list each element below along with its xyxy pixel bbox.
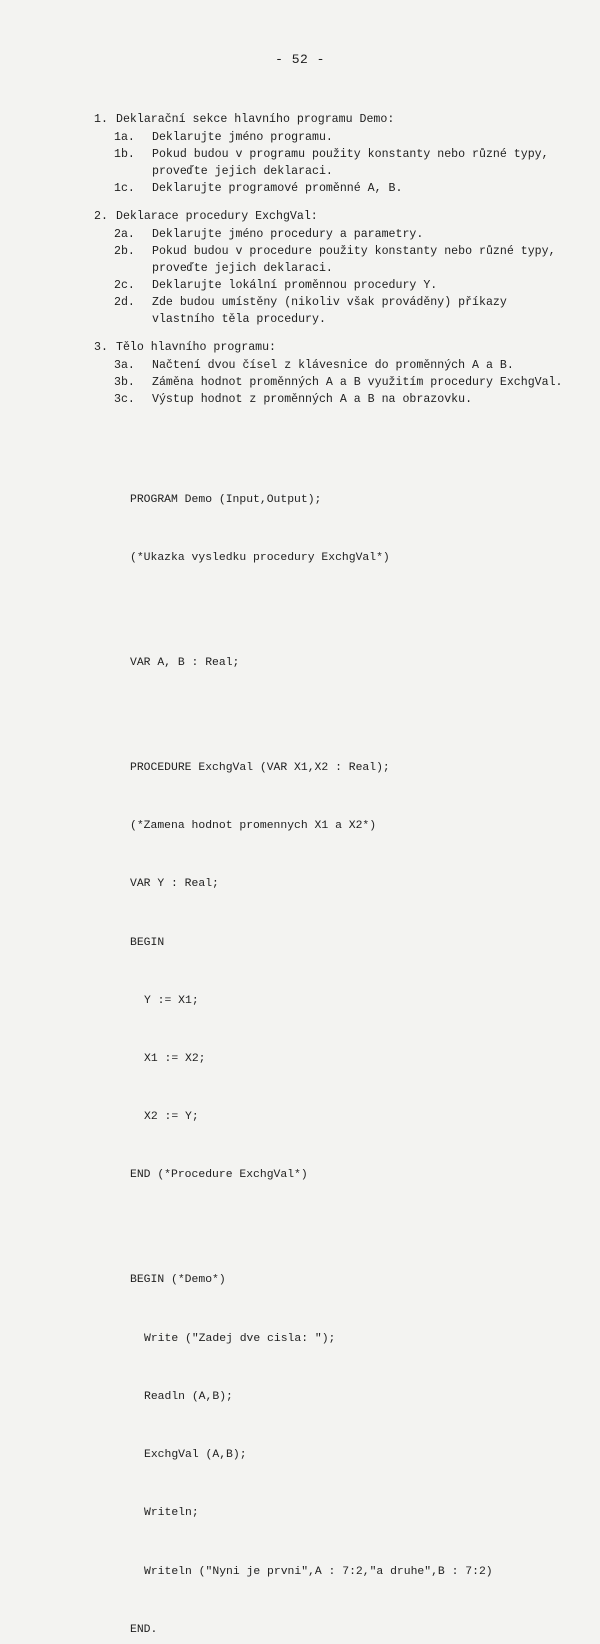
code-line: PROGRAM Demo (Input,Output); xyxy=(130,493,322,506)
item-number: 2c. xyxy=(114,279,135,292)
item-text: Deklarujte jméno procedury a parametry. xyxy=(152,228,424,241)
item-text: Deklarujte programové proměnné A, B. xyxy=(152,182,403,195)
code-line: BEGIN (*Demo*) xyxy=(130,1274,226,1287)
code-line: PROCEDURE ExchgVal (VAR X1,X2 : Real); xyxy=(130,762,390,775)
section-number: 1. xyxy=(94,113,108,126)
code-line: (*Zamena hodnot promennych X1 a X2*) xyxy=(130,820,377,833)
item-number: 1c. xyxy=(114,182,135,195)
item-number: 2d. xyxy=(114,296,135,309)
code-line: BEGIN xyxy=(130,936,165,949)
item-text: Deklarujte jméno programu. xyxy=(152,131,333,144)
section-2 xyxy=(94,208,564,328)
item-text: Výstup hodnot z proměnných A a B na obrazovku. xyxy=(152,393,473,406)
item-number: 2a. xyxy=(114,228,135,241)
blank-line xyxy=(130,712,493,720)
section-title: Deklarace procedury ExchgVal: xyxy=(116,210,318,223)
item-number: 3b. xyxy=(114,376,135,389)
section-heading xyxy=(94,111,564,129)
code-line: END (*Procedure ExchgVal*) xyxy=(130,1169,308,1182)
list-item xyxy=(94,146,564,180)
code-line: Writeln ("Nyni je prvni",A : 7:2,"a druhe",B : 7:2) xyxy=(144,1565,493,1578)
list-item xyxy=(94,129,564,146)
list-item xyxy=(94,294,564,328)
item-text: Pokud budou v programu použity konstanty nebo různé typy, proveďte jejich deklaraci. xyxy=(152,148,549,178)
code-line: VAR Y : Real; xyxy=(130,878,219,891)
list-item xyxy=(94,374,564,391)
list-item xyxy=(94,277,564,294)
section-heading xyxy=(94,339,564,357)
code-line: END. xyxy=(130,1623,158,1636)
list-item xyxy=(94,180,564,197)
item-text: Zde budou umístěny (nikoliv však prováděny) příkazy vlastního těla procedury. xyxy=(152,296,507,326)
list-item xyxy=(94,226,564,243)
item-number: 3c. xyxy=(114,393,135,406)
item-number: 1b. xyxy=(114,148,135,161)
section-heading xyxy=(94,208,564,226)
section-title: Deklarační sekce hlavního programu Demo: xyxy=(116,113,395,126)
code-line: Write ("Zadej dve cisla: "); xyxy=(144,1332,336,1345)
item-number: 2b. xyxy=(114,245,135,258)
code-line: ExchgVal (A,B); xyxy=(144,1449,247,1462)
blank-line xyxy=(130,1225,493,1233)
list-item xyxy=(94,243,564,277)
item-text: Deklarujte lokální proměnnou procedury Y. xyxy=(152,279,438,292)
section-number: 3. xyxy=(94,341,108,354)
blank-line xyxy=(130,607,493,615)
list-item xyxy=(94,391,564,408)
list-item xyxy=(94,357,564,374)
task-outline xyxy=(94,111,564,419)
section-title: Tělo hlavního programu: xyxy=(116,341,277,354)
pascal-code-listing xyxy=(130,452,493,1644)
item-number: 3a. xyxy=(114,359,135,372)
code-line: X1 := X2; xyxy=(144,1053,206,1066)
code-line: (*Ukazka vysledku procedury ExchgVal*) xyxy=(130,552,390,565)
section-number: 2. xyxy=(94,210,108,223)
code-line: X2 := Y; xyxy=(144,1111,199,1124)
item-text: Načtení dvou čísel z klávesnice do proměnných A a B. xyxy=(152,359,514,372)
code-line: Readln (A,B); xyxy=(144,1390,233,1403)
section-1 xyxy=(94,111,564,197)
code-line: Writeln; xyxy=(144,1507,199,1520)
item-text: Záměna hodnot proměnných A a B využitím procedury ExchgVal. xyxy=(152,376,563,389)
item-text: Pokud budou v procedure použity konstanty nebo různé typy, proveďte jejich deklaraci. xyxy=(152,245,556,275)
item-number: 1a. xyxy=(114,131,135,144)
page-number: - 52 - xyxy=(275,52,325,67)
code-line: Y := X1; xyxy=(144,994,199,1007)
code-line: VAR A, B : Real; xyxy=(130,657,240,670)
section-3 xyxy=(94,339,564,408)
